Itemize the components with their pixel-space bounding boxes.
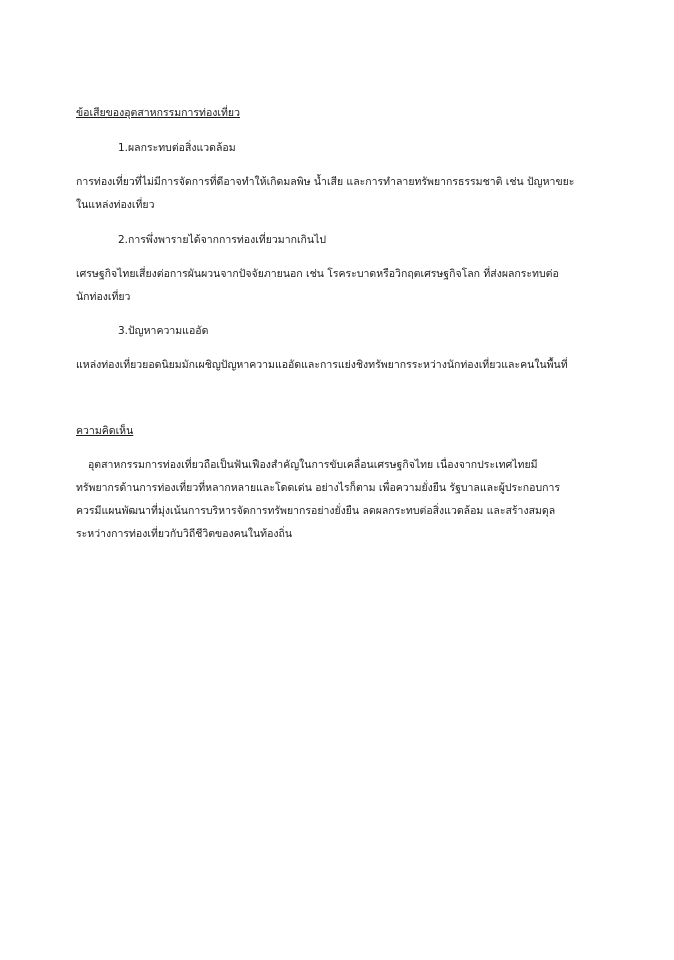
opinion-heading: ความคิดเห็น [76,425,134,437]
opinion-line-1: อุตสาหกรรมการท่องเที่ยวถือเป็นฟันเฟืองสำคัญในการขับเคลื่อนเศรษฐกิจไทย เนื่องจากประเทศไทยมี [88,459,538,471]
disadvantages-heading: ข้อเสียของอุตสาหกรรมการท่องเที่ยว [76,107,240,119]
opinion-line-2: ทรัพยากรด้านการท่องเที่ยวที่หลากหลายและโดดเด่น อย่างไรก็ตาม เพื่อความยั่งยืน รัฐบาลและผู้ประกอบการ [76,482,561,494]
item-2-text-line-2: นักท่องเที่ยว [76,291,131,303]
item-2-text-line-1: เศรษฐกิจไทยเสี่ยงต่อการผันผวนจากปัจจัยภายนอก เช่น โรคระบาดหรือวิกฤตเศรษฐกิจโลก ที่ส่งผลกระทบต่อ [76,268,559,280]
item-3-text-line-1: แหล่งท่องเที่ยวยอดนิยมมักเผชิญปัญหาความแออัดและการแย่งชิงทรัพยากรระหว่างนักท่องเที่ยวและคนในพื้นที่ [76,359,568,371]
item-3-title: 3.ปัญหาความแออัด [118,325,209,337]
opinion-line-3: ควรมีแผนพัฒนาที่มุ่งเน้นการบริหารจัดการทรัพยากรอย่างยั่งยืน ลดผลกระทบต่อสิ่งแวดล้อม และสร้างสมดุล [76,505,556,517]
item-1-text-line-2: ในแหล่งท่องเที่ยว [76,199,155,211]
item-2-title: 2.การพึ่งพารายได้จากการท่องเที่ยวมากเกินไป [118,234,327,246]
item-1-text-line-1: การท่องเที่ยวที่ไม่มีการจัดการที่ดีอาจทำให้เกิดมลพิษ น้ำเสีย และการทำลายทรัพยากรธรรมชาติ เช่น ปัญหาขยะ [76,176,575,188]
opinion-line-4: ระหว่างการท่องเที่ยวกับวิถีชีวิตของคนในท้องถิ่น [76,528,293,540]
item-1-title: 1.ผลกระทบต่อสิ่งแวดล้อม [118,142,236,154]
